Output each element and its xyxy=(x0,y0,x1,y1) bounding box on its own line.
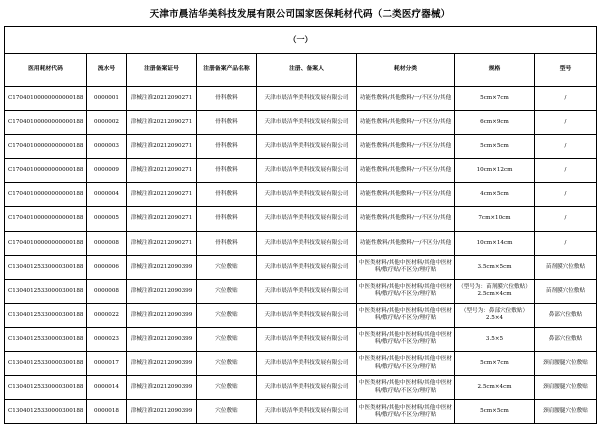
table-row xyxy=(5,231,597,255)
cell-registrant: 天津市晨洁华美科技发展有限公司 xyxy=(257,111,357,135)
table-row xyxy=(5,255,597,279)
cell-code: C13040125330000300188 xyxy=(5,303,87,327)
table-row xyxy=(5,135,597,159)
cell-category: 中医类材料/其他中医材料/其他中医材料/敷疗贴/不区分/理疗贴 xyxy=(357,400,455,424)
cell-reg-no: 津械注准20212090399 xyxy=(127,327,197,351)
cell-spec: 10cm×12cm xyxy=(455,159,535,183)
table-row xyxy=(5,327,597,351)
cell-model: 苗剂膜穴位敷贴 xyxy=(535,279,597,303)
cell-spec: 5cm×5cm xyxy=(455,135,535,159)
cell-spec: 4cm×5cm xyxy=(455,183,535,207)
cell-model: / xyxy=(535,87,597,111)
table-row xyxy=(5,400,597,424)
cell-model: 颈肩腰腿穴位敷贴 xyxy=(535,400,597,424)
cell-product: 穴位敷贴 xyxy=(197,327,257,351)
cell-registrant: 天津市晨洁华美科技发展有限公司 xyxy=(257,231,357,255)
cell-spec: 10cm×14cm xyxy=(455,231,535,255)
table-row xyxy=(5,159,597,183)
cell-code: C17040100000000000188 xyxy=(5,207,87,231)
cell-reg-no: 津械注准20212090399 xyxy=(127,303,197,327)
cell-product: 穴位敷贴 xyxy=(197,376,257,400)
cell-registrant: 天津市晨洁华美科技发展有限公司 xyxy=(257,279,357,303)
cell-product: 穴位敷贴 xyxy=(197,400,257,424)
table-header-row xyxy=(5,54,597,87)
section-heading: （一） xyxy=(5,27,597,54)
cell-category: 中医类材料/其他中医材料/其他中医材料/敷疗贴/不区分/理疗贴 xyxy=(357,327,455,351)
cell-registrant: 天津市晨洁华美科技发展有限公司 xyxy=(257,327,357,351)
cell-spec: 3.5cm×5cm xyxy=(455,255,535,279)
cell-product: 骨科敷料 xyxy=(197,111,257,135)
cell-code: C17040100000000000188 xyxy=(5,111,87,135)
cell-registrant: 天津市晨洁华美科技发展有限公司 xyxy=(257,183,357,207)
cell-category: 中医类材料/其他中医材料/其他中医材料/敷疗贴/不区分/理疗贴 xyxy=(357,255,455,279)
cell-model: / xyxy=(535,183,597,207)
cell-code: C13040125330000300188 xyxy=(5,376,87,400)
cell-code: C13040125330000300188 xyxy=(5,279,87,303)
cell-registrant: 天津市晨洁华美科技发展有限公司 xyxy=(257,87,357,111)
cell-category: 功能性敷料/其他敷料/一/不区分/其他 xyxy=(357,207,455,231)
cell-spec: 5cm×5cm xyxy=(455,400,535,424)
table-row xyxy=(5,183,597,207)
cell-category: 功能性敷料/其他敷料/一/不区分/其他 xyxy=(357,111,455,135)
cell-code: C13040125330000300188 xyxy=(5,352,87,376)
cell-spec: 2.5cm×4cm xyxy=(455,376,535,400)
table-row xyxy=(5,303,597,327)
cell-code: C17040100000000000188 xyxy=(5,135,87,159)
cell-registrant: 天津市晨洁华美科技发展有限公司 xyxy=(257,159,357,183)
cell-code: C17040100000000000188 xyxy=(5,183,87,207)
cell-category: 功能性敷料/其他敷料/一/不区分/其他 xyxy=(357,159,455,183)
cell-model: 鼻部穴位敷贴 xyxy=(535,327,597,351)
table-row xyxy=(5,352,597,376)
cell-serial: 0000023 xyxy=(87,327,127,351)
cell-reg-no: 津械注准20212090271 xyxy=(127,207,197,231)
table-row xyxy=(5,87,597,111)
cell-reg-no: 津械注准20212090399 xyxy=(127,279,197,303)
cell-reg-no: 津械注准20212090271 xyxy=(127,183,197,207)
cell-registrant: 天津市晨洁华美科技发展有限公司 xyxy=(257,352,357,376)
cell-serial: 0000004 xyxy=(87,183,127,207)
cell-reg-no: 津械注准20212090399 xyxy=(127,352,197,376)
cell-spec: 7cm×10cm xyxy=(455,207,535,231)
cell-category: 功能性敷料/其他敷料/一/不区分/其他 xyxy=(357,183,455,207)
cell-reg-no: 津械注准20212090399 xyxy=(127,255,197,279)
cell-product: 穴位敷贴 xyxy=(197,255,257,279)
cell-code: C17040100000000000188 xyxy=(5,87,87,111)
column-header-model: 型号 xyxy=(535,54,597,87)
cell-product: 穴位敷贴 xyxy=(197,352,257,376)
cell-category: 中医类材料/其他中医材料/其他中医材料/敷疗贴/不区分/理疗贴 xyxy=(357,376,455,400)
column-header-registrant: 注册、备案人 xyxy=(257,54,357,87)
cell-registrant: 天津市晨洁华美科技发展有限公司 xyxy=(257,303,357,327)
column-header-code: 医用耗材代码 xyxy=(5,54,87,87)
cell-reg-no: 津械注准20212090399 xyxy=(127,376,197,400)
document-title: 天津市晨洁华美科技发展有限公司国家医保耗材代码（二类医疗器械） xyxy=(149,9,451,20)
cell-model: / xyxy=(535,111,597,135)
cell-product: 骨科敷料 xyxy=(197,135,257,159)
cell-serial: 0000017 xyxy=(87,352,127,376)
cell-spec: 6cm×9cm xyxy=(455,111,535,135)
cell-product: 穴位敷贴 xyxy=(197,303,257,327)
cell-category: 中医类材料/其他中医材料/其他中医材料/敷疗贴/不区分/理疗贴 xyxy=(357,279,455,303)
cell-category: 功能性敷料/其他敷料/一/不区分/其他 xyxy=(357,231,455,255)
table-row xyxy=(5,279,597,303)
cell-spec: 5cm×7cm xyxy=(455,352,535,376)
cell-spec: 3.5×5 xyxy=(455,327,535,351)
cell-registrant: 天津市晨洁华美科技发展有限公司 xyxy=(257,135,357,159)
cell-product: 骨科敷料 xyxy=(197,207,257,231)
cell-product: 骨科敷料 xyxy=(197,87,257,111)
table-row xyxy=(5,376,597,400)
cell-serial: 0000018 xyxy=(87,400,127,424)
cell-model: / xyxy=(535,231,597,255)
cell-serial: 0000006 xyxy=(87,255,127,279)
cell-reg-no: 津械注准20212090271 xyxy=(127,135,197,159)
cell-model: / xyxy=(535,207,597,231)
column-header-reg-no: 注册备案证号 xyxy=(127,54,197,87)
cell-spec: （型号为：鼻部穴位敷贴）2.5×4 xyxy=(455,303,535,327)
table-row xyxy=(5,111,597,135)
cell-registrant: 天津市晨洁华美科技发展有限公司 xyxy=(257,207,357,231)
cell-registrant: 天津市晨洁华美科技发展有限公司 xyxy=(257,376,357,400)
cell-model: 颈肩腰腿穴位敷贴 xyxy=(535,376,597,400)
cell-product: 穴位敷贴 xyxy=(197,279,257,303)
cell-serial: 0000008 xyxy=(87,279,127,303)
table-section-heading-row xyxy=(5,27,597,54)
cell-reg-no: 津械注准20212090271 xyxy=(127,111,197,135)
cell-serial: 0000005 xyxy=(87,207,127,231)
cell-serial: 0000008 xyxy=(87,231,127,255)
cell-serial: 0000009 xyxy=(87,159,127,183)
cell-category: 功能性敷料/其他敷料/一/不区分/其他 xyxy=(357,87,455,111)
column-header-serial: 流水号 xyxy=(87,54,127,87)
cell-registrant: 天津市晨洁华美科技发展有限公司 xyxy=(257,400,357,424)
cell-product: 骨科敷料 xyxy=(197,231,257,255)
cell-registrant: 天津市晨洁华美科技发展有限公司 xyxy=(257,255,357,279)
cell-category: 中医类材料/其他中医材料/其他中医材料/敷疗贴/不区分/理疗贴 xyxy=(357,352,455,376)
cell-category: 功能性敷料/其他敷料/一/不区分/其他 xyxy=(357,135,455,159)
cell-serial: 0000014 xyxy=(87,376,127,400)
cell-model: 苗剂膜穴位敷贴 xyxy=(535,255,597,279)
cell-model: / xyxy=(535,159,597,183)
cell-product: 骨科敷料 xyxy=(197,159,257,183)
cell-reg-no: 津械注准20212090271 xyxy=(127,231,197,255)
cell-spec: （型号为：苗剂膜穴位敷贴）2.5cm×4cm xyxy=(455,279,535,303)
cell-spec: 5cm×7cm xyxy=(455,87,535,111)
column-header-product: 注册备案产品名称 xyxy=(197,54,257,87)
column-header-category: 耗材分类 xyxy=(357,54,455,87)
cell-serial: 0000003 xyxy=(87,135,127,159)
table-row xyxy=(5,207,597,231)
cell-code: C13040125330000300188 xyxy=(5,327,87,351)
cell-reg-no: 津械注准20212090399 xyxy=(127,400,197,424)
cell-model: / xyxy=(535,135,597,159)
cell-code: C17040100000000000188 xyxy=(5,231,87,255)
cell-model: 颈肩腰腿穴位敷贴 xyxy=(535,352,597,376)
cell-product: 骨科敷料 xyxy=(197,183,257,207)
column-header-spec: 规格 xyxy=(455,54,535,87)
code-table xyxy=(4,26,597,424)
cell-code: C13040125330000300188 xyxy=(5,400,87,424)
cell-model: 鼻部穴位敷贴 xyxy=(535,303,597,327)
cell-category: 中医类材料/其他中医材料/其他中医材料/敷疗贴/不区分/理疗贴 xyxy=(357,303,455,327)
cell-serial: 0000022 xyxy=(87,303,127,327)
cell-code: C17040100000000000188 xyxy=(5,159,87,183)
cell-serial: 0000002 xyxy=(87,111,127,135)
cell-reg-no: 津械注准20212090271 xyxy=(127,159,197,183)
cell-code: C13040125330000300188 xyxy=(5,255,87,279)
cell-reg-no: 津械注准20212090271 xyxy=(127,87,197,111)
cell-serial: 0000001 xyxy=(87,87,127,111)
